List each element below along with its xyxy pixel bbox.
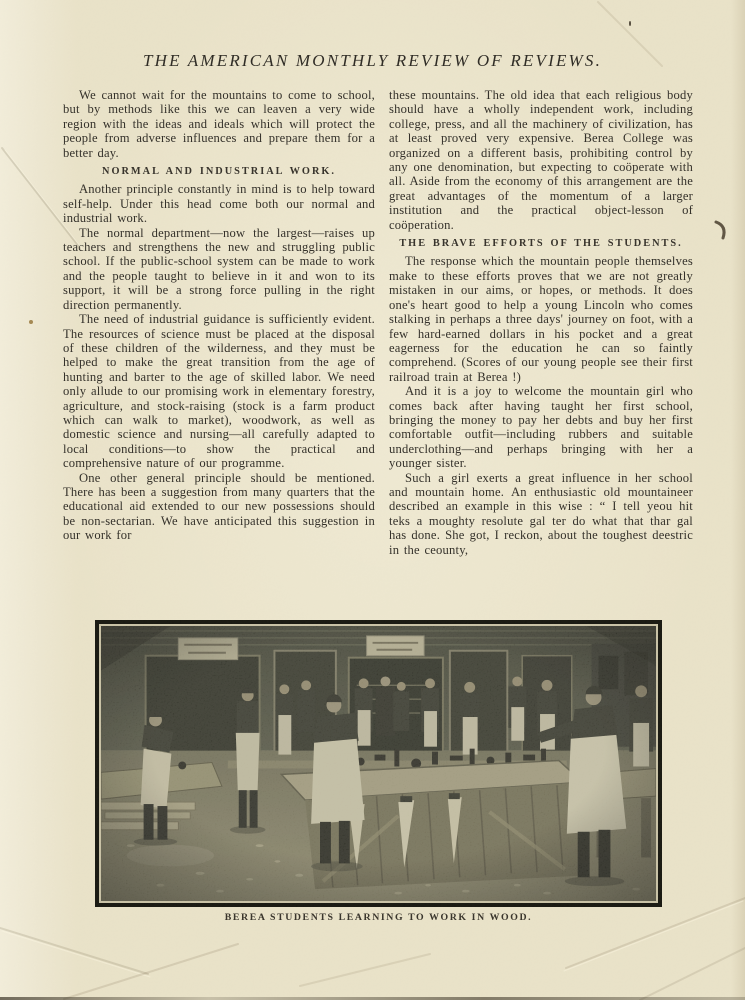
paragraph: The normal department—now the largest—raises up teachers and strengthens the new and struggling public school. If the public-school system can be made to work and the people taught to believe in it and won to its support, it will be a strong force pulling in the right direction permanently. (63, 225, 375, 312)
paragraph: Such a girl exerts a great influence in her school and mountain home. An enthusiastic old mountaineer described an example in this wise : “ I tell yeou hit teks a moughty resolute gal ter do what that thar gal has done. She got, I reckon, about the toughest deestric in the ceounty, (389, 470, 693, 557)
paragraph: One other general principle should be mentioned. There has been a suggestion from many quarters that the educational aid extended to our new possessions should be non-sectarian. We have anticipated this suggestion in our work for (63, 470, 375, 543)
paragraph: Another principle constantly in mind is to help toward self-help. Under this head come both our normal and industrial work. (63, 182, 375, 226)
running-head-title: THE AMERICAN MONTHLY REVIEW OF REVIEWS. (142, 51, 603, 70)
halftone-photograph (95, 620, 662, 907)
left-text-column (63, 88, 375, 602)
photo-frame (95, 620, 662, 907)
woodworking-shop-photo (101, 626, 656, 901)
ink-smudge-mark (716, 222, 724, 238)
paragraph: The response which the mountain people themselves make to these efforts proves that we are not greatly mistaken in our aims, or hopes, or methods. It does one's heart good to help a young Lincoln who comes stalking in perhaps a three days' journey on foot, with a few hard-earned dollars in his pocket and a great eagerness for the education he can so faintly comprehend. (Scores of our young people see their first railroad train at Berea !) (389, 254, 693, 384)
paragraph: We cannot wait for the mountains to come to school, but by methods like this we can leaven a very wide region with the ideas and ideals which will protect the people from adverse influences and prepare them for a better day. (63, 88, 375, 160)
paragraph: And it is a joy to welcome the mountain girl who comes back after having taught her first school, bringing the money to pay her debts and buy her first comfortable outfit—including rubbers and suitable underclothing—and perhaps bringing with her a younger sister. (389, 384, 693, 471)
figure-caption: BEREA STUDENTS LEARNING TO WORK IN WOOD. (224, 912, 533, 923)
section-heading-normal-and-industrial-work: NORMAL AND INDUSTRIAL WORK. (102, 166, 336, 178)
paper-speck (29, 320, 33, 324)
paragraph: these mountains. The old idea that each religious body should have a wholly independent work, including college, press, and all the machinery of civilization, has at least proved very expensive. Berea College was organized on a different basis, prohibiting control by any one denomination, but expecting to coöperate with all. Aside from the economy of this arrangement are the great advantages of the momentum of a larger institution and the practical object-lesson of coöperation. (389, 88, 693, 232)
paper-speck (629, 21, 631, 26)
section-heading-brave-efforts-of-students: THE BRAVE EFFORTS OF THE STUDENTS. (399, 238, 683, 250)
paragraph: The need of industrial guidance is sufficiently evident. The resources of science must be placed at the disposal of these children of the wilderness, and they must be helped to make the great transition from the age of hunting and barter to the age of skilled labor. We need only allude to our promising work in elementary forestry, agriculture, and stock-raising (stock is a farm product which can walk to market), woodwork, as well as domestic science and nursing—all carefully adapted to local conditions—to show the practical and comprehensive nature of our programme. (63, 312, 375, 471)
right-text-column (389, 88, 693, 602)
